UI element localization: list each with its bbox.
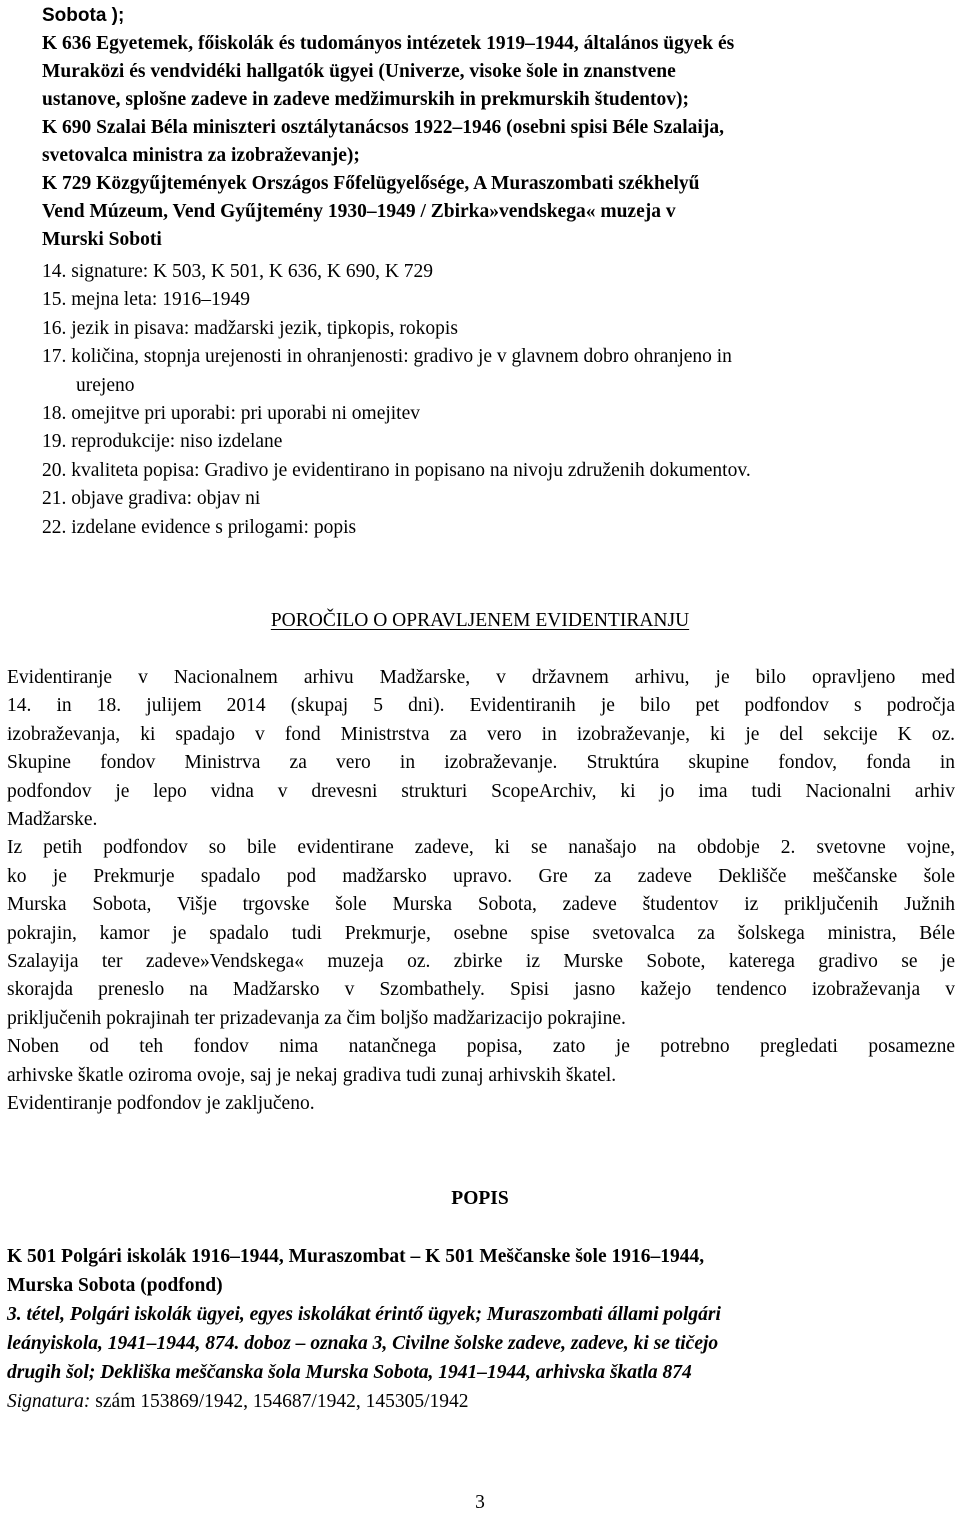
- report-line: Skupine fondov Ministrva za vero in izobraževanje. Struktúra skupine fondov, fonda in: [7, 752, 955, 774]
- fond-entry-k690-line: K 690 Szalai Béla miniszteri osztálytanácsos 1922–1946 (osebni spisi Béle Szalaija,: [42, 117, 724, 138]
- popis-heading: POPIS: [451, 1188, 509, 1209]
- report-line: priključenih pokrajinah ter prizadevanja za čim boljšo madžarizacijo pokrajine.: [7, 1007, 626, 1029]
- report-line: Madžarske.: [7, 809, 98, 831]
- report-line: izobraževanja, ki spadajo v fond Ministrstva za vero in izobraževanje, ki je del sekcije K oz.: [7, 723, 955, 745]
- meta-item: 19. reprodukcije: niso izdelane: [42, 431, 283, 453]
- report-line: ko je Prekmurje spadalo pod madžarsko upravo. Gre za zadeve Deklišče meščanske šole: [7, 865, 955, 887]
- meta-item: 20. kvaliteta popisa: Gradivo je evidentirano in popisano na nivoju združenih dokumentov.: [42, 459, 751, 481]
- fond-entry-k690-line: svetovalca ministra za izobraževanje);: [42, 145, 360, 166]
- item-description-line: drugih šol; Dekliška meščanska šola Murska Sobota, 1941–1944, arhivska škatla 874: [7, 1362, 692, 1383]
- report-line: Noben od teh fondov nima natančnega popisa, zato je potrebno pregledati posamezne: [7, 1036, 955, 1058]
- fond-entry-k636-line: K 636 Egyetemek, főiskolák és tudományos intézetek 1919–1944, általános ügyek és: [42, 33, 735, 54]
- page-number: 3: [475, 1492, 485, 1513]
- meta-item: 15. mejna leta: 1916–1949: [42, 289, 250, 311]
- report-body: [7, 664, 955, 1119]
- report-line: podfondov je lepo vidna v drevesni strukturi ScopeArchiv, ki jo ima tudi Nacionalni arhiv: [7, 780, 955, 802]
- report-heading: [0, 607, 960, 635]
- meta-item-continuation: urejeno: [76, 374, 135, 396]
- continuation-line: Sobota );: [42, 5, 125, 26]
- meta-item: 14. signature: K 503, K 501, K 636, K 690, K 729: [42, 261, 434, 282]
- report-line: Iz petih podfondov so bile evidentirane zadeve, ki se nanašajo na obdobje 2. svetovne vojne,: [7, 837, 955, 859]
- report-line: pokrajin, kamor je spadalo tudi Prekmurje, osebne spise svetovalca za šolskega ministra, Béle: [7, 922, 955, 944]
- fond-entry-k636-line: Muraközi és vendvidéki hallgatók ügyei (Univerze, visoke šole in znanstvene: [42, 61, 676, 82]
- report-line: Szalayija ter zadeve»Vendskega« muzeja oz. zbirke iz Murske Sobote, katerega gradivo se je: [7, 951, 955, 973]
- signatura-value: szám 153869/1942, 154687/1942, 145305/1942: [90, 1391, 469, 1412]
- subfond-title-line: K 501 Polgári iskolák 1916–1944, Muraszombat – K 501 Meščanske šole 1916–1944,: [7, 1246, 705, 1267]
- item-description-line: leányiskola, 1941–1944, 874. doboz – oznaka 3, Civilne šolske zadeve, zadeve, ki se tičejo: [7, 1333, 719, 1354]
- fond-entry-k729-line: Vend Múzeum, Vend Gyűjtemény 1930–1949 / Zbirka»vendskega« muzeja v: [42, 201, 676, 222]
- report-line: Evidentiranje v Nacionalnem arhivu Madžarske, v državnem arhivu, je bilo opravljeno med: [7, 667, 955, 688]
- report-line: skorajda preneslo na Madžarsko v Szombathely. Spisi jasno kažejo tendenco izobraževanja v: [7, 979, 955, 1001]
- signatura-line: [7, 1387, 955, 1416]
- meta-item: 17. količina, stopnja urejenosti in ohranjenosti: gradivo je v glavnem dobro ohranjeno in: [42, 346, 732, 368]
- subfond-title-line: Murska Sobota (podfond): [7, 1275, 223, 1296]
- meta-item: 16. jezik in pisava: madžarski jezik, tipkopis, rokopis: [42, 317, 458, 339]
- metadata-list: [42, 258, 954, 542]
- report-line: 14. in 18. julijem 2014 (skupaj 5 dni). Evidentiranih je bilo pet podfondov s področja: [7, 695, 955, 717]
- fond-list: [42, 2, 954, 254]
- fond-entry-k636-line: ustanove, splošne zadeve in zadeve medžimurskih in prekmurskih študentov);: [42, 89, 689, 110]
- fond-entry-k729-line: K 729 Közgyűjtemények Országos Főfelügyelősége, A Muraszombati székhelyű: [42, 173, 700, 194]
- signatura-label: Signatura:: [7, 1391, 91, 1412]
- report-line: arhivske škatle oziroma ovoje, saj je nekaj gradiva tudi zunaj arhivskih škatel.: [7, 1064, 617, 1086]
- report-line: Evidentiranje podfondov je zaključeno.: [7, 1093, 315, 1115]
- report-line: Murska Sobota, Višje trgovske šole Murska Sobota, zadeve študentov iz priključenih Južnih: [7, 894, 955, 916]
- meta-item: 18. omejitve pri uporabi: pri uporabi ni omejitev: [42, 403, 421, 425]
- meta-item: 22. izdelane evidence s prilogami: popis: [42, 516, 357, 538]
- popis-entry: [7, 1242, 955, 1416]
- fond-entry-k729-line: Murski Soboti: [42, 229, 162, 250]
- report-heading-text: POROČILO O OPRAVLJENEM EVIDENTIRANJU: [270, 610, 690, 631]
- item-description-line: 3. tétel, Polgári iskolák ügyei, egyes iskolákat érintő ügyek; Muraszombati állami polgári: [7, 1304, 721, 1325]
- meta-item: 21. objave gradiva: objav ni: [42, 488, 261, 510]
